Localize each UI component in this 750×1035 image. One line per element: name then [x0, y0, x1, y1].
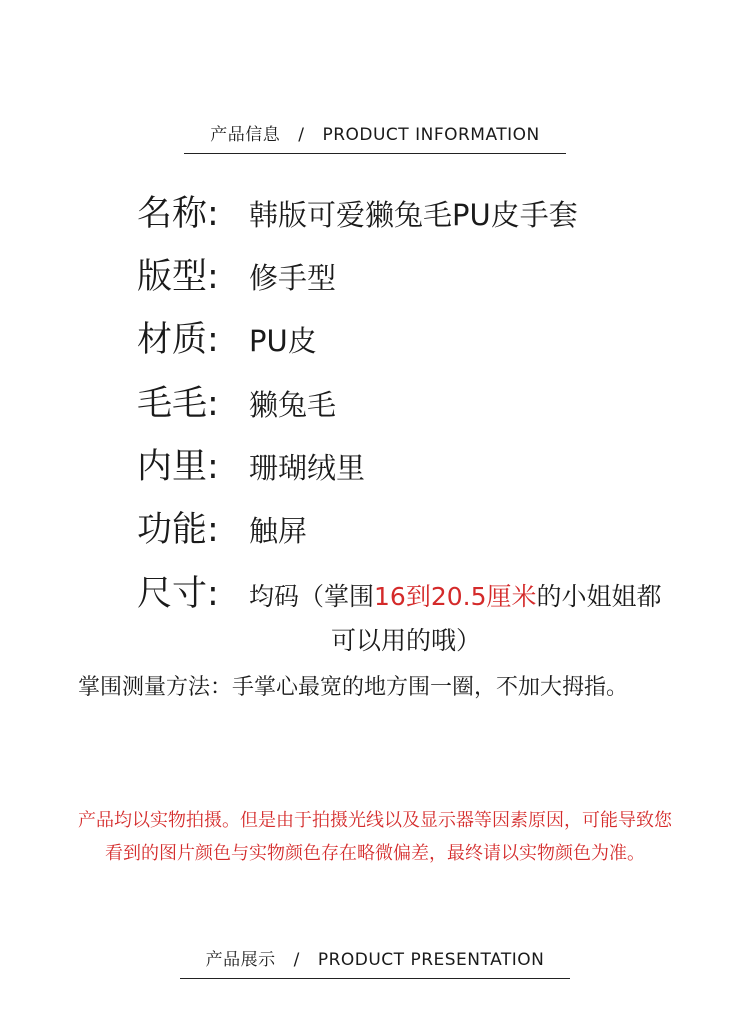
spec-value: 獭兔毛 [249, 388, 337, 422]
color-notice [0, 804, 750, 870]
spec-row-function [137, 502, 307, 552]
product-presentation-header-underline [180, 945, 571, 979]
spec-label: 尺寸: [137, 574, 219, 614]
spec-label: 内里: [137, 447, 219, 487]
spec-row-fit [137, 249, 336, 299]
product-info-header-underline [184, 120, 566, 154]
header-separator: / [293, 950, 300, 970]
header-cn-title: 产品展示 [205, 950, 276, 970]
header-cn-title: 产品信息 [210, 125, 281, 145]
spec-value: 修手型 [249, 261, 337, 295]
spec-row-fur [137, 376, 336, 426]
spec-label: 材质: [137, 320, 219, 360]
spec-value: 触屏 [249, 514, 308, 548]
spec-label: 毛毛: [137, 384, 219, 424]
size-prefix: 均码（掌围 [249, 582, 375, 611]
product-presentation-header [0, 945, 750, 979]
size-line2: 可以用的哦） [331, 626, 482, 655]
spec-label: 名称: [137, 194, 219, 234]
spec-label: 版型: [137, 257, 219, 297]
spec-value: 韩版可爱獭兔毛PU皮手套 [249, 198, 578, 232]
notice-line-2: 看到的图片颜色与实物颜色存在略微偏差，最终请以实物颜色为准。 [105, 843, 645, 864]
spec-row-size [137, 566, 679, 663]
spec-row-material [137, 312, 317, 362]
spec-label: 功能: [137, 510, 219, 550]
header-en-title: PRODUCT PRESENTATION [317, 950, 545, 970]
measure-method: 掌围测量方法：手掌心最宽的地方围一圈，不加大拇指。 [78, 675, 629, 700]
spec-row-lining [137, 439, 365, 489]
spec-value: PU皮 [249, 324, 317, 358]
size-suffix: 的小姐姐都 [536, 582, 662, 611]
header-en-title: PRODUCT INFORMATION [322, 125, 540, 145]
spec-row-name [137, 186, 578, 236]
size-highlight: 16到20.5厘米 [374, 582, 537, 611]
notice-line-1: 产品均以实物拍摄。但是由于拍摄光线以及显示器等因素原因，可能导致您 [78, 810, 672, 831]
header-separator: / [298, 125, 305, 145]
size-value [249, 575, 679, 663]
spec-value: 珊瑚绒里 [249, 451, 366, 485]
product-info-header [0, 120, 750, 154]
